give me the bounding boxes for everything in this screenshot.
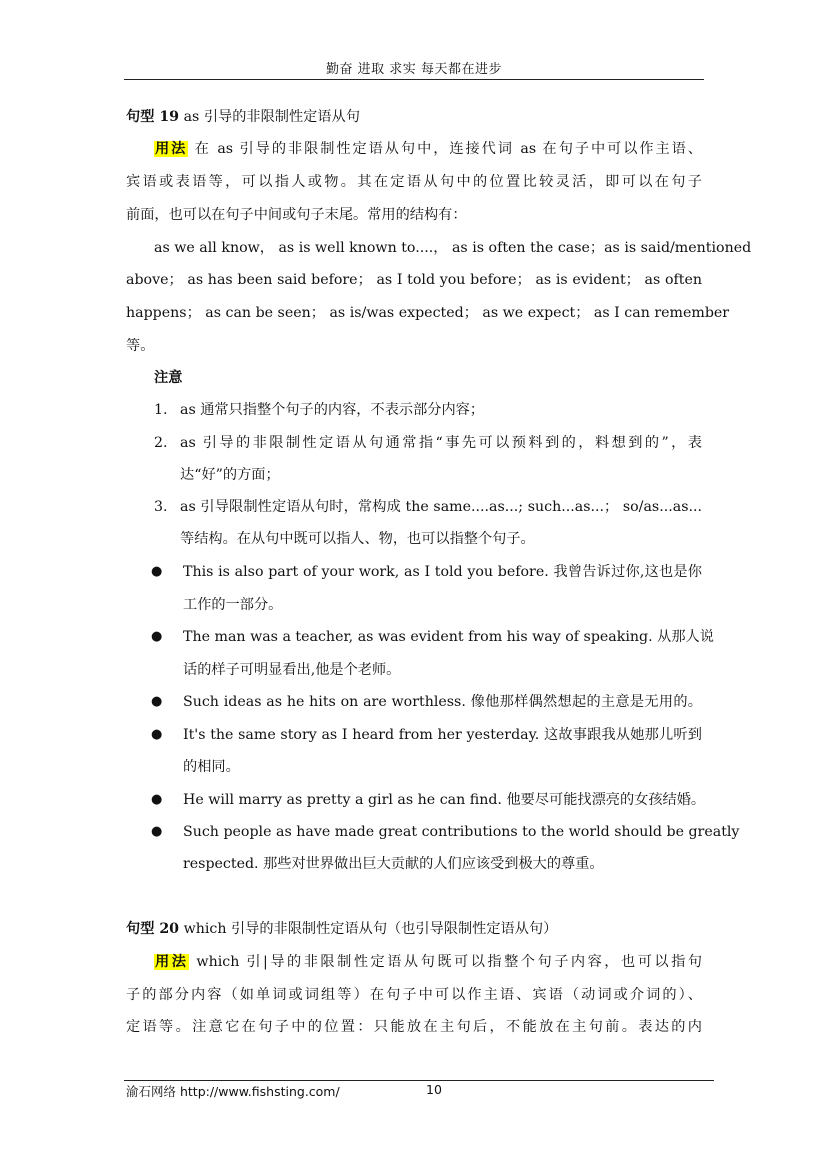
note-3-text-line-2: 等结构。在从句中既可以指人、物，也可以指整个句子。 [180, 531, 535, 547]
structure-line-1: as we all know， as is well known to....， as is often the case；as is said/mentioned [154, 240, 752, 256]
section-19-heading: as 引导的非限制性定语从句 [179, 109, 360, 125]
section-19-number: 句型 19 [126, 109, 180, 125]
example-3-line-1: Such ideas as he hits on are worthless. 像他那样偶然想起的主意是无用的。 [183, 694, 702, 710]
bullet-icon [151, 692, 165, 706]
structure-line-3: happens； as can be seen； as is/was expected； as we expect； as I can remember [126, 305, 730, 321]
section-19-usage-line-3: 前面，也可以在句子中间或句子末尾。常用的结构有： [126, 207, 467, 223]
section-19-usage-line-2: 宾语或表语等，可以指人或物。其在定语从句中的位置比较灵活，即可以在句子 [126, 174, 702, 190]
section-20-number: 句型 20 [126, 921, 180, 937]
structure-line-2: above； as has been said before； as I told you before； as is evident； as often [126, 272, 702, 288]
page-number: 10 [426, 1082, 442, 1097]
note-3-number: 3. [154, 499, 168, 515]
example-2-line-1: The man was a teacher, as was evident from his way of speaking. 从那人说 [183, 629, 714, 645]
footer-site: 渝石网络 http://www.fishsting.com/ [126, 1084, 340, 1099]
structure-line-4: 等。 [126, 338, 155, 354]
bullet-icon [151, 822, 165, 836]
section-20-heading: which 引导的非限制性定语从句（也引导限制性定语从句） [179, 921, 558, 937]
note-2-text-line-1: as 引导的非限制性定语从句通常指“事先可以预料到的，料想到的”，表 [180, 435, 702, 451]
example-4-line-1: It's the same story as I heard from her yesterday. 这故事跟我从她那儿听到 [183, 727, 702, 743]
section-20-title [126, 919, 702, 939]
example-1-line-2: 工作的一部分。 [183, 597, 283, 613]
section-19-title [126, 107, 702, 127]
note-1-text: as 通常只指整个句子的内容，不表示部分内容； [180, 402, 485, 418]
footer-divider [124, 1080, 714, 1081]
example-6-line-1: Such people as have made great contributions to the world should be greatly [183, 824, 740, 840]
note-3-text-line-1: as 引导限制性定语从句时，常构成 the same....as...; such...as...； so/as...as... [180, 499, 702, 515]
header-divider [124, 79, 704, 80]
section-19-usage-line-1: 用法 在 as 引导的非限制性定语从句中，连接代词 as 在句子中可以作主语、 [155, 141, 702, 157]
bullet-icon [151, 790, 165, 804]
example-6-line-2: respected. 那些对世界做出巨大贡献的人们应该受到极大的尊重。 [183, 856, 604, 872]
section-20-usage-line-2: 子的部分内容（如单词或词组等）在句子中可以作主语、宾语（动词或介词的）、 [126, 987, 702, 1003]
note-label: 注意 [154, 370, 183, 386]
section-20-usage-line-1: 用法 which 引|导的非限制性定语从句既可以指整个句子内容，也可以指句 [155, 954, 702, 970]
usage-label-highlight: 用法 [155, 141, 188, 157]
note-2-text-line-2: 达“好”的方面； [180, 467, 280, 483]
page-header: 勤奋 进取 求实 每天都在进步 [326, 62, 502, 77]
usage-label-highlight: 用法 [155, 954, 189, 970]
note-2-number: 2. [154, 435, 168, 451]
example-4-line-2: 的相同。 [183, 759, 240, 775]
bullet-icon [151, 627, 165, 641]
section-20-usage-line-3: 定语等。注意它在句子中的位置：只能放在主句后，不能放在主句前。表达的内 [126, 1019, 702, 1035]
example-2-line-2: 话的样子可明显看出,他是个老师。 [183, 662, 401, 678]
note-1-number: 1. [154, 402, 168, 418]
bullet-icon [151, 725, 165, 739]
example-5-line-1: He will marry as pretty a girl as he can find. 他要尽可能找漂亮的女孩结婚。 [183, 792, 706, 808]
bullet-icon [151, 562, 165, 576]
example-1-line-1: This is also part of your work, as I told you before. 我曾告诉过你,这也是你 [183, 564, 702, 580]
